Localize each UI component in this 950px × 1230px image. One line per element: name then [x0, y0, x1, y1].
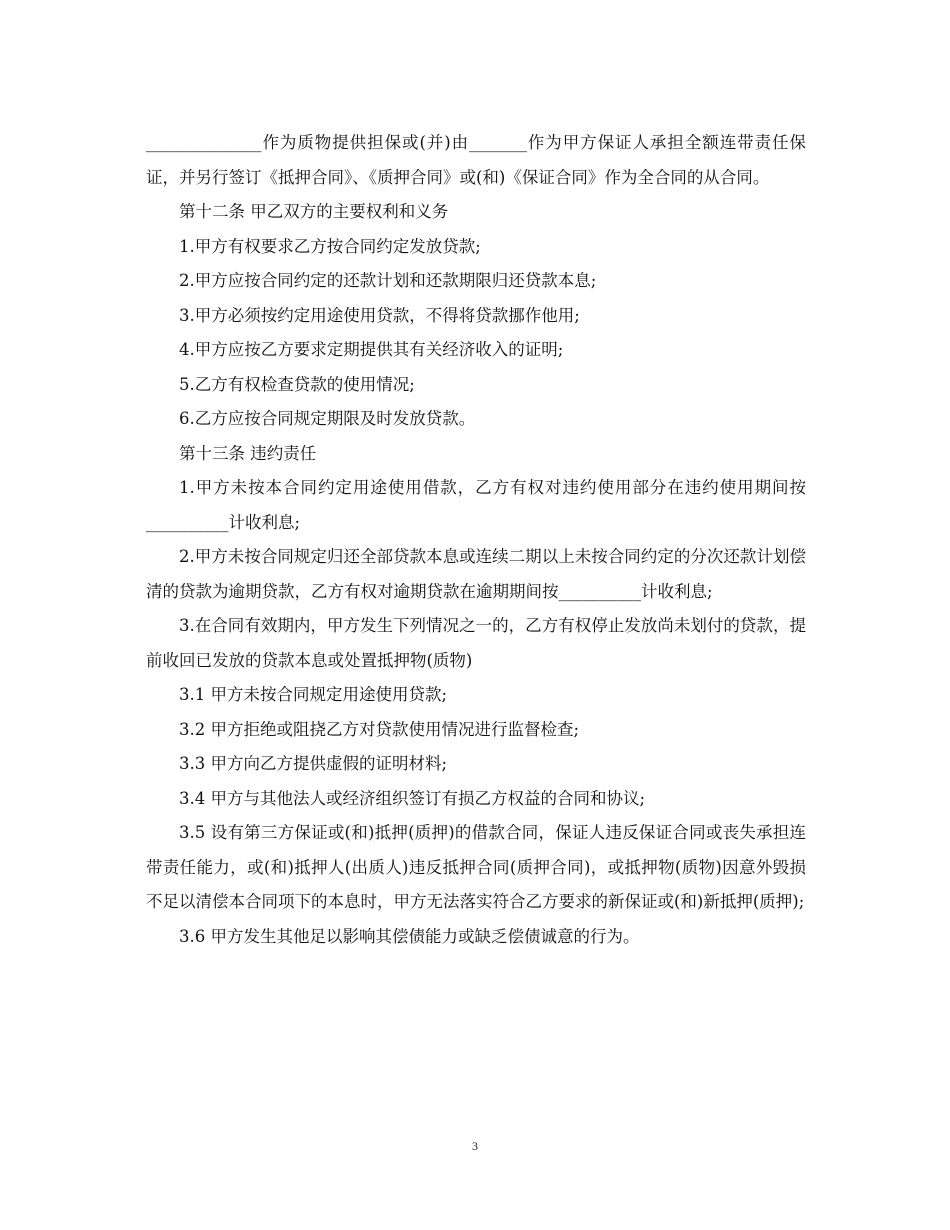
clause-13-2: 2.甲方未按合同规定归还全部贷款本息或连续二期以上未按合同约定的分次还款计划偿清的贷款为逾期贷款，乙方有权对逾期贷款在逾期期间按__________计收利息;: [146, 547, 806, 601]
clause-13-3-6: 3.6 甲方发生其他足以影响其偿债能力或缺乏偿债诚意的行为。: [179, 926, 640, 946]
clause-13-3-3: 3.3 甲方向乙方提供虚假的证明材料;: [179, 754, 448, 773]
clause-12-3: 3.甲方必须按约定用途使用贷款，不得将贷款挪作他用;: [179, 305, 580, 325]
clause-13-3-2: 3.2 甲方拒绝或阻挠乙方对贷款使用情况进行监督检查;: [179, 719, 580, 739]
clause-12-1: 1.甲方有权要求乙方按合同约定发放贷款;: [179, 236, 481, 256]
page-number: 3: [472, 1139, 478, 1153]
clause-13-1: 1.甲方未按本合同约定用途使用借款，乙方有权对违约使用部分在违约使用期间按__________计收利息;: [146, 478, 806, 532]
clause-12-4: 4.甲方应按乙方要求定期提供其有关经济收入的证明;: [179, 340, 564, 359]
clause-13-3-4: 3.4 甲方与其他法人或经济组织签订有损乙方权益的合同和协议;: [179, 788, 646, 808]
paragraph-guarantee-continuation: ______________作为质物提供担保或(并)由_______作为甲方保证人承担全额连带责任保证，并另行签订《抵押合同》、《质押合同》或(和)《保证合同》作为全合同的从合同。: [146, 133, 806, 187]
clause-13-3-1: 3.1 甲方未按合同规定用途使用贷款;: [179, 685, 448, 704]
clause-13-3: 3.在合同有效期内，甲方发生下列情况之一的，乙方有权停止发放尚未划付的贷款，提前收回已发放的贷款本息或处置抵押物(质物): [146, 616, 806, 670]
clause-13-3-5: 3.5 设有第三方保证或(和)抵押(质押)的借款合同，保证人违反保证合同或丧失承担连带责任能力，或(和)抵押人(出质人)违反抵押合同(质押合同)，或抵押物(质物)因意外毁损不足以清偿本合同项下的本息时，甲方无法落实符合乙方要求的新保证或(和)新抵押(质押);: [146, 823, 806, 911]
document-body: [146, 126, 806, 954]
clause-12-6: 6.乙方应按合同规定期限及时发放贷款。: [179, 409, 476, 428]
clause-12-5: 5.乙方有权检查贷款的使用情况;: [179, 374, 415, 394]
heading-article-13: 第十三条 违约责任: [179, 443, 317, 463]
heading-article-12: 第十二条 甲乙双方的主要权利和义务: [179, 202, 449, 221]
clause-12-2: 2.甲方应按合同约定的还款计划和还款期限归还贷款本息;: [179, 271, 597, 290]
